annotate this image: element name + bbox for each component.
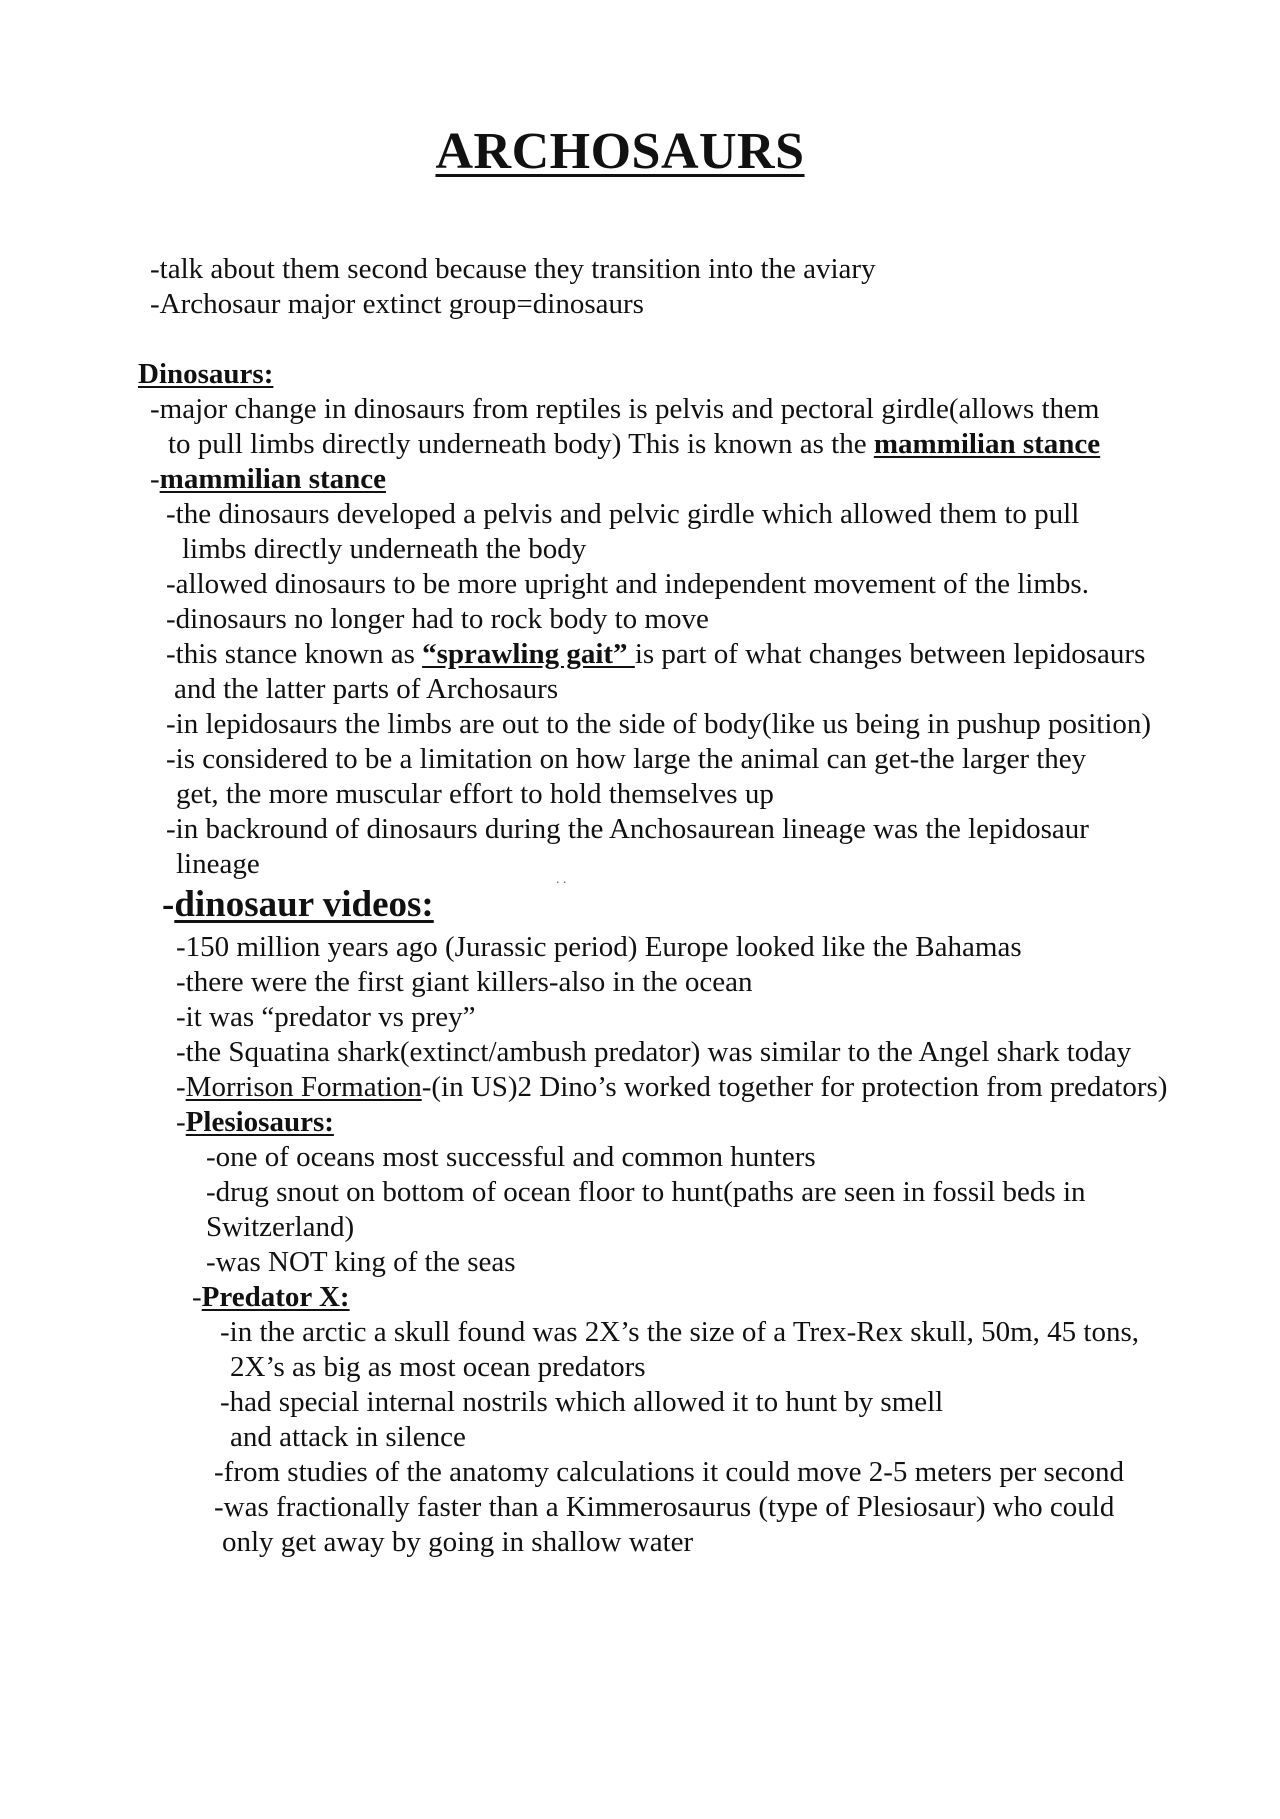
dash: - — [192, 1281, 202, 1313]
text-line: -one of oceans most successful and common hunters — [206, 1141, 816, 1173]
text-line: 2X’s as big as most ocean predators — [230, 1351, 646, 1383]
text-line: -in the arctic a skull found was 2X’s the size of a Trex-Rex skull, 50m, 45 tons, — [220, 1316, 1140, 1348]
text-line: Switzerland) — [206, 1211, 355, 1243]
text-line: -150 million years ago (Jurassic period) Europe looked like the Bahamas — [176, 931, 1022, 963]
section-heading-dinosaur-videos — [162, 884, 434, 928]
dash: - — [162, 884, 175, 925]
text-line — [176, 1070, 1167, 1104]
text-line: get, the more muscular effort to hold themselves up — [176, 778, 774, 810]
stray-mark: . . — [556, 872, 567, 887]
text-line: -had special internal nostrils which allowed it to hunt by smell — [220, 1386, 944, 1418]
section-heading-dinosaurs: Dinosaurs: — [138, 358, 274, 390]
key-term-morrison-formation: Morrison Formation — [185, 1071, 422, 1103]
text-line: limbs directly underneath the body — [182, 533, 587, 565]
text-fragment: -this stance known as — [166, 638, 423, 670]
key-term-sprawling-gait: “sprawling gait” — [422, 638, 635, 670]
text-line: -drug snout on bottom of ocean floor to hunt(paths are seen in fossil beds in — [206, 1176, 1086, 1208]
text-line: -allowed dinosaurs to be more upright and independent movement of the limbs. — [166, 568, 1089, 600]
subheading-plesiosaurs — [176, 1105, 334, 1139]
page-title: ARCHOSAURS — [435, 123, 805, 180]
text-line — [166, 637, 1145, 671]
text-line: lineage — [176, 848, 260, 880]
text-line: -is considered to be a limitation on how large the animal can get-the larger they — [166, 743, 1087, 775]
text-line: -it was “predator vs prey” — [176, 1001, 476, 1033]
subheading-mammilian-stance — [150, 462, 386, 496]
dash: - — [176, 1106, 186, 1138]
text-line: -was NOT king of the seas — [206, 1246, 516, 1278]
intro-line: -Archosaur major extinct group=dinosaurs — [150, 288, 644, 320]
text-line: -major change in dinosaurs from reptiles is pelvis and pectoral girdle(allows them — [150, 393, 1100, 425]
text-line: and the latter parts of Archosaurs — [174, 673, 559, 705]
heading-text: dinosaur videos: — [174, 884, 434, 925]
text-line: -from studies of the anatomy calculations it could move 2-5 meters per second — [214, 1456, 1125, 1488]
intro-line: -talk about them second because they transition into the aviary — [150, 253, 876, 285]
text-line: -in backround of dinosaurs during the Anchosaurean lineage was the lepidosaur — [166, 813, 1089, 845]
dash: - — [150, 463, 160, 495]
text-fragment: -(in US)2 Dino’s worked together for protection from predators) — [421, 1071, 1168, 1103]
text-line: -the Squatina shark(extinct/ambush predator) was similar to the Angel shark today — [176, 1036, 1132, 1068]
text-line: -the dinosaurs developed a pelvis and pelvic girdle which allowed them to pull — [166, 498, 1080, 530]
subheading-predator-x — [192, 1280, 350, 1314]
text-line: -in lepidosaurs the limbs are out to the side of body(like us being in pushup position) — [166, 708, 1152, 740]
subheading-text: Predator X: — [201, 1281, 350, 1313]
text-fragment: to pull limbs directly underneath body) This is known as the — [168, 428, 874, 460]
text-fragment: is part of what changes between lepidosaurs — [634, 638, 1146, 670]
text-line: only get away by going in shallow water — [222, 1526, 694, 1558]
subheading-text: Plesiosaurs: — [185, 1106, 334, 1138]
text-line: -there were the first giant killers-also in the ocean — [176, 966, 753, 998]
text-line — [168, 427, 1100, 461]
dash: - — [176, 1071, 186, 1103]
text-line: and attack in silence — [230, 1421, 466, 1453]
text-line: -was fractionally faster than a Kimmerosaurus (type of Plesiosaur) who could — [214, 1491, 1115, 1523]
text-line: -dinosaurs no longer had to rock body to move — [166, 603, 709, 635]
key-term-mammilian-stance: mammilian stance — [873, 428, 1101, 460]
subheading-text: mammilian stance — [159, 463, 387, 495]
